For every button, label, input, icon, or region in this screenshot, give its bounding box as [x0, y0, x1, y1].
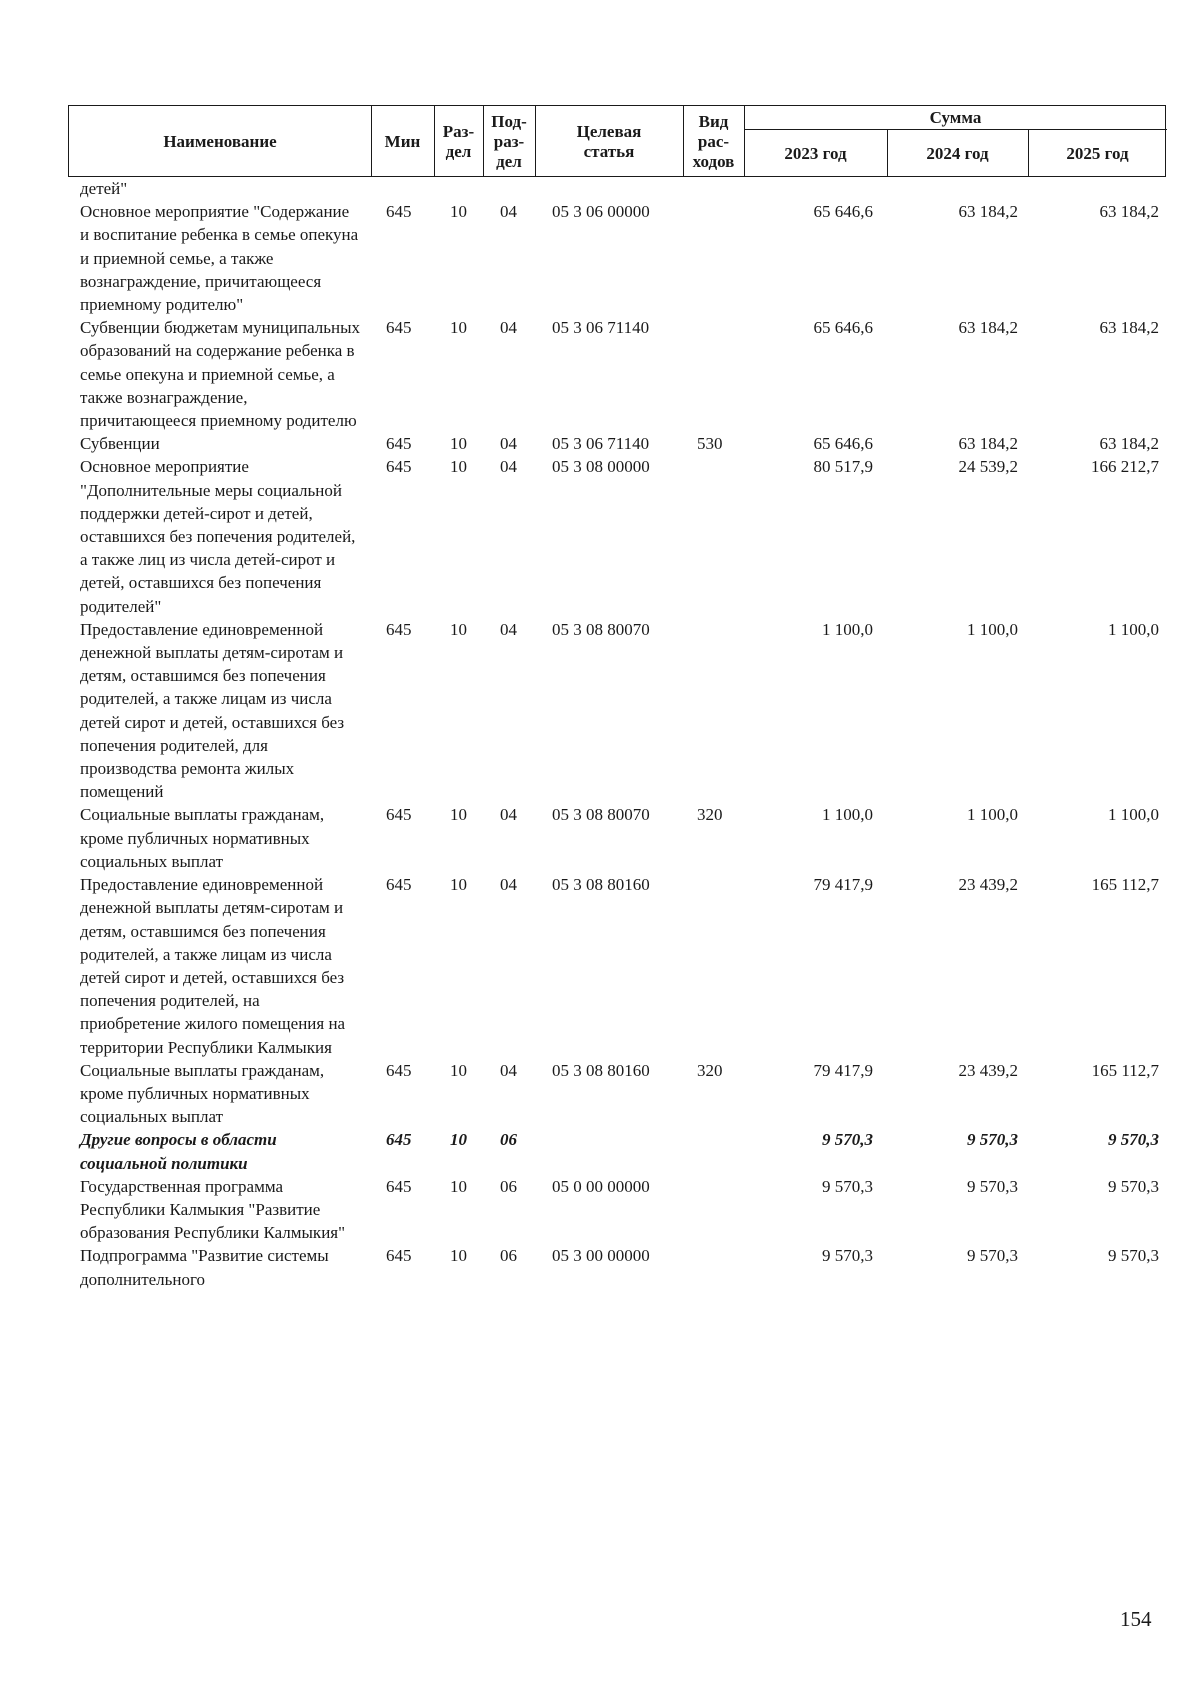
- row-name: Другие вопросы в области социальной политики: [80, 1130, 277, 1173]
- table-header: [68, 105, 1166, 177]
- header-min: Мин: [384, 132, 421, 151]
- row-2025: 63 184,2: [1099, 318, 1159, 338]
- row-razdel: 10: [450, 1130, 467, 1150]
- table-row: [0, 316, 1200, 432]
- row-2023: 9 570,3: [822, 1130, 873, 1150]
- row-name: Государственная программа Республики Калмыкия "Развитие образования Республики Калмыкия": [80, 1176, 346, 1243]
- row-celevaya: 05 3 06 00000: [552, 202, 650, 222]
- row-2024: 24 539,2: [958, 457, 1018, 477]
- row-2025: 165 112,7: [1091, 875, 1159, 895]
- row-name: Основное мероприятие "Содержание и воспитание ребенка в семье опекуна и приемной семье, а также вознаграждение, причитающееся приемному родителю": [80, 202, 359, 315]
- row-2023: 65 646,6: [813, 434, 873, 454]
- row-podrazdel: 04: [500, 805, 517, 825]
- row-celevaya: 05 0 00 00000: [552, 1176, 650, 1196]
- row-razdel: 10: [450, 202, 467, 222]
- row-razdel: 10: [450, 434, 467, 454]
- row-min: 645: [386, 318, 412, 338]
- row-2025: 9 570,3: [1108, 1130, 1159, 1150]
- table-row: [0, 803, 1200, 873]
- table-row: [0, 1175, 1200, 1245]
- row-2023: 80 517,9: [813, 457, 873, 477]
- row-name: Предоставление единовременной денежной выплаты детям-сиротам и детям, оставшимся без попечения родителей, а также лицам из числа детей сирот и детей, оставшихся без попечения родителей, для производства ремонта жилых помещений: [80, 619, 345, 802]
- row-podrazdel: 06: [500, 1176, 517, 1196]
- row-celevaya: 05 3 06 71140: [552, 434, 650, 454]
- row-2024: 63 184,2: [958, 318, 1018, 338]
- row-2025: 1 100,0: [1108, 805, 1159, 825]
- row-2023: 65 646,6: [813, 202, 873, 222]
- row-2025: 165 112,7: [1091, 1060, 1159, 1080]
- row-podrazdel: 04: [500, 457, 517, 477]
- row-razdel: 10: [450, 1246, 467, 1266]
- row-razdel: 10: [450, 1176, 467, 1196]
- table-row: [0, 1244, 1200, 1290]
- row-name: Социальные выплаты гражданам, кроме публичных нормативных социальных выплат: [80, 1060, 325, 1127]
- row-name: Субвенции: [80, 434, 160, 454]
- row-razdel: 10: [450, 457, 467, 477]
- row-podrazdel: 06: [500, 1246, 517, 1266]
- row-vid: 320: [697, 1060, 723, 1080]
- row-2023: 65 646,6: [813, 318, 873, 338]
- row-2025: 63 184,2: [1099, 202, 1159, 222]
- row-name: Предоставление единовременной денежной выплаты детям-сиротам и детям, оставшимся без попечения родителей, а также лицам из числа детей сирот и детей, оставшихся без попечения родителей, на приобретение жилого помещения на территории Республики Калмыкия: [80, 875, 346, 1057]
- row-2024: 23 439,2: [958, 875, 1018, 895]
- row-name: Основное мероприятие "Дополнительные меры социальной поддержки детей-сирот и детей, оставшихся без попечения родителей, а также лиц из числа детей-сирот и детей, оставшихся без попечения родителей": [80, 457, 356, 616]
- table-row: [0, 873, 1200, 1059]
- row-2024: 9 570,3: [967, 1176, 1018, 1196]
- row-2025: 1 100,0: [1108, 619, 1159, 639]
- row-razdel: 10: [450, 1060, 467, 1080]
- row-2024: 63 184,2: [958, 202, 1018, 222]
- row-2023: 79 417,9: [813, 875, 873, 895]
- row-podrazdel: 06: [500, 1130, 517, 1150]
- row-2024: 9 570,3: [967, 1130, 1018, 1150]
- row-min: 645: [386, 1176, 412, 1196]
- row-name: Социальные выплаты гражданам, кроме публичных нормативных социальных выплат: [80, 805, 325, 871]
- page-number: 154: [1120, 1607, 1152, 1631]
- header-name: Наименование: [163, 132, 277, 151]
- row-celevaya: 05 3 08 80160: [552, 875, 650, 895]
- row-min: 645: [386, 434, 412, 454]
- header-2025: 2025 год: [1066, 144, 1129, 163]
- row-2023: 9 570,3: [822, 1246, 873, 1266]
- row-celevaya: 05 3 06 71140: [552, 318, 650, 338]
- row-name: Субвенции бюджетам муниципальных образований на содержание ребенка в семье опекуна и приемной семье, а также вознаграждение, причитающееся приемному родителю: [80, 318, 361, 431]
- row-2023: 9 570,3: [822, 1176, 873, 1196]
- row-podrazdel: 04: [500, 434, 517, 454]
- row-min: 645: [386, 619, 412, 639]
- row-2023: 79 417,9: [813, 1060, 873, 1080]
- row-celevaya: 05 3 08 80160: [552, 1060, 650, 1080]
- row-razdel: 10: [450, 619, 467, 639]
- row-2025: 9 570,3: [1108, 1246, 1159, 1266]
- row-vid: 320: [697, 805, 723, 825]
- row-2024: 9 570,3: [967, 1246, 1018, 1266]
- row-2024: 1 100,0: [967, 619, 1018, 639]
- row-celevaya: 05 3 08 00000: [552, 457, 650, 477]
- row-vid: 530: [697, 434, 723, 454]
- row-min: 645: [386, 875, 412, 895]
- row-name: детей": [80, 179, 128, 198]
- header-2023: 2023 год: [784, 144, 847, 163]
- header-vid: Вид рас-ходов: [692, 112, 735, 171]
- row-2024: 1 100,0: [967, 805, 1018, 825]
- row-min: 645: [386, 202, 412, 222]
- row-2024: 23 439,2: [958, 1060, 1018, 1080]
- table-row: [0, 432, 1200, 455]
- row-2025: 63 184,2: [1099, 434, 1159, 454]
- table-row: [0, 618, 1200, 804]
- row-2023: 1 100,0: [822, 805, 873, 825]
- row-2023: 1 100,0: [822, 619, 873, 639]
- header-podrazdel: Под-раз-дел: [491, 112, 527, 171]
- header-2024: 2024 год: [926, 144, 989, 163]
- row-celevaya: 05 3 00 00000: [552, 1246, 650, 1266]
- row-celevaya: 05 3 08 80070: [552, 619, 650, 639]
- table-row: [0, 200, 1200, 316]
- table-row: [0, 177, 1200, 200]
- row-min: 645: [386, 1130, 412, 1150]
- table-row: [0, 455, 1200, 617]
- row-min: 645: [386, 457, 412, 477]
- table-row-section: [0, 1128, 1200, 1174]
- row-podrazdel: 04: [500, 318, 517, 338]
- row-celevaya: 05 3 08 80070: [552, 805, 650, 825]
- row-min: 645: [386, 1246, 412, 1266]
- row-razdel: 10: [450, 805, 467, 825]
- row-podrazdel: 04: [500, 1060, 517, 1080]
- row-podrazdel: 04: [500, 619, 517, 639]
- row-min: 645: [386, 805, 412, 825]
- header-summa: Сумма: [929, 108, 982, 127]
- header-celevaya: Целевая статья: [576, 122, 642, 161]
- row-razdel: 10: [450, 318, 467, 338]
- table-body: [0, 177, 1200, 1291]
- row-min: 645: [386, 1060, 412, 1080]
- row-2025: 166 212,7: [1091, 457, 1159, 477]
- row-name: Подпрограмма "Развитие системы дополнительного: [80, 1246, 329, 1289]
- row-podrazdel: 04: [500, 202, 517, 222]
- row-podrazdel: 04: [500, 875, 517, 895]
- row-2024: 63 184,2: [958, 434, 1018, 454]
- header-razdel: Раз-дел: [442, 122, 475, 161]
- row-2025: 9 570,3: [1108, 1176, 1159, 1196]
- table-row: [0, 1059, 1200, 1129]
- row-razdel: 10: [450, 875, 467, 895]
